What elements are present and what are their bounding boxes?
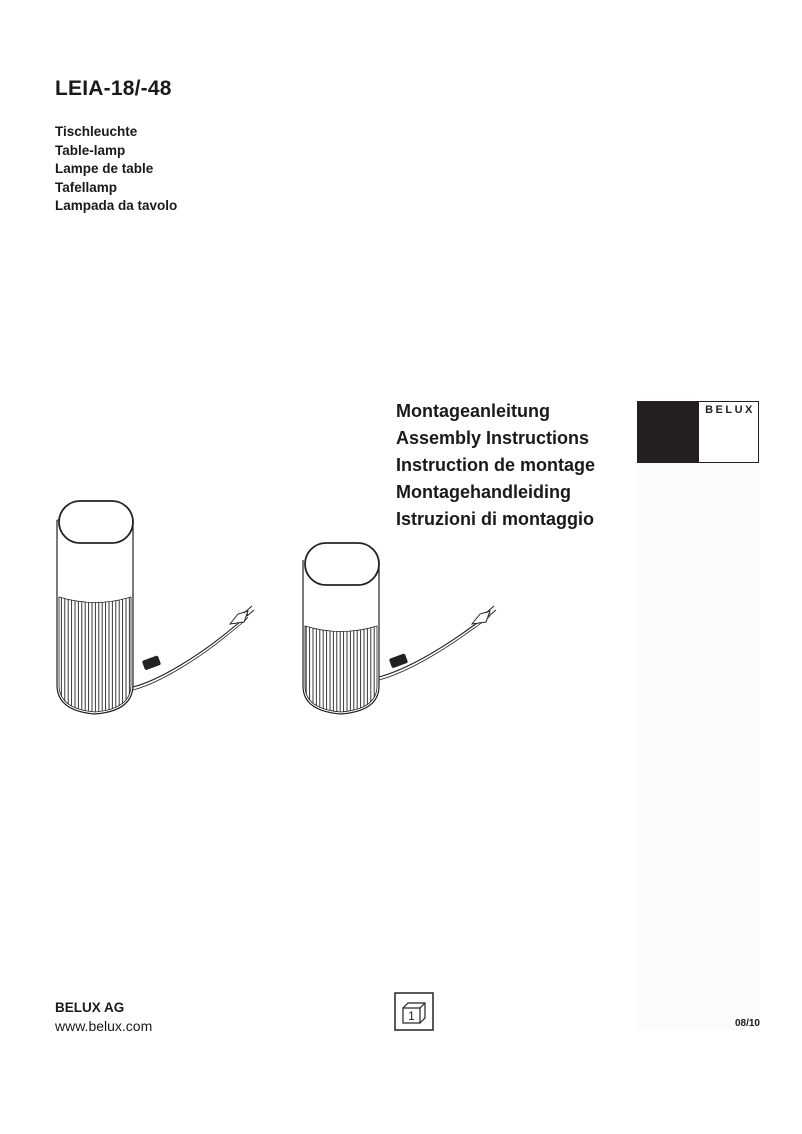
logo-black-block xyxy=(638,402,699,462)
website-url[interactable]: www.belux.com xyxy=(55,1018,153,1034)
box-count: 1 xyxy=(408,1009,415,1023)
instruction-title-nl: Montagehandleiding xyxy=(396,482,571,502)
product-type-nl: Tafellamp xyxy=(55,179,118,195)
instruction-title-it: Istruzioni di montaggio xyxy=(396,509,594,529)
product-type-fr: Lampe de table xyxy=(55,161,154,176)
instruction-title-fr: Instruction de montage xyxy=(396,455,596,475)
belux-logo xyxy=(637,401,759,463)
instruction-title-de: Montageanleitung xyxy=(396,401,550,421)
brand-panel xyxy=(637,401,760,1030)
company-name: BELUX AG xyxy=(55,1000,125,1015)
logo-text: BELUX xyxy=(705,404,755,416)
product-type-en: Table-lamp xyxy=(55,142,126,158)
product-type-it: Lampada da tavolo xyxy=(55,198,178,213)
page-title: LEIA-18/-48 xyxy=(55,77,172,100)
revision-date: 08/10 xyxy=(734,1018,760,1029)
table-lamp-large xyxy=(57,501,254,714)
product-type-list xyxy=(55,123,177,216)
lamp-illustration xyxy=(40,480,510,730)
instruction-title-en: Assembly Instructions xyxy=(396,428,590,448)
product-type-de: Tischleuchte xyxy=(55,124,138,139)
package-box-icon xyxy=(394,992,434,1032)
table-lamp-small xyxy=(303,543,496,714)
